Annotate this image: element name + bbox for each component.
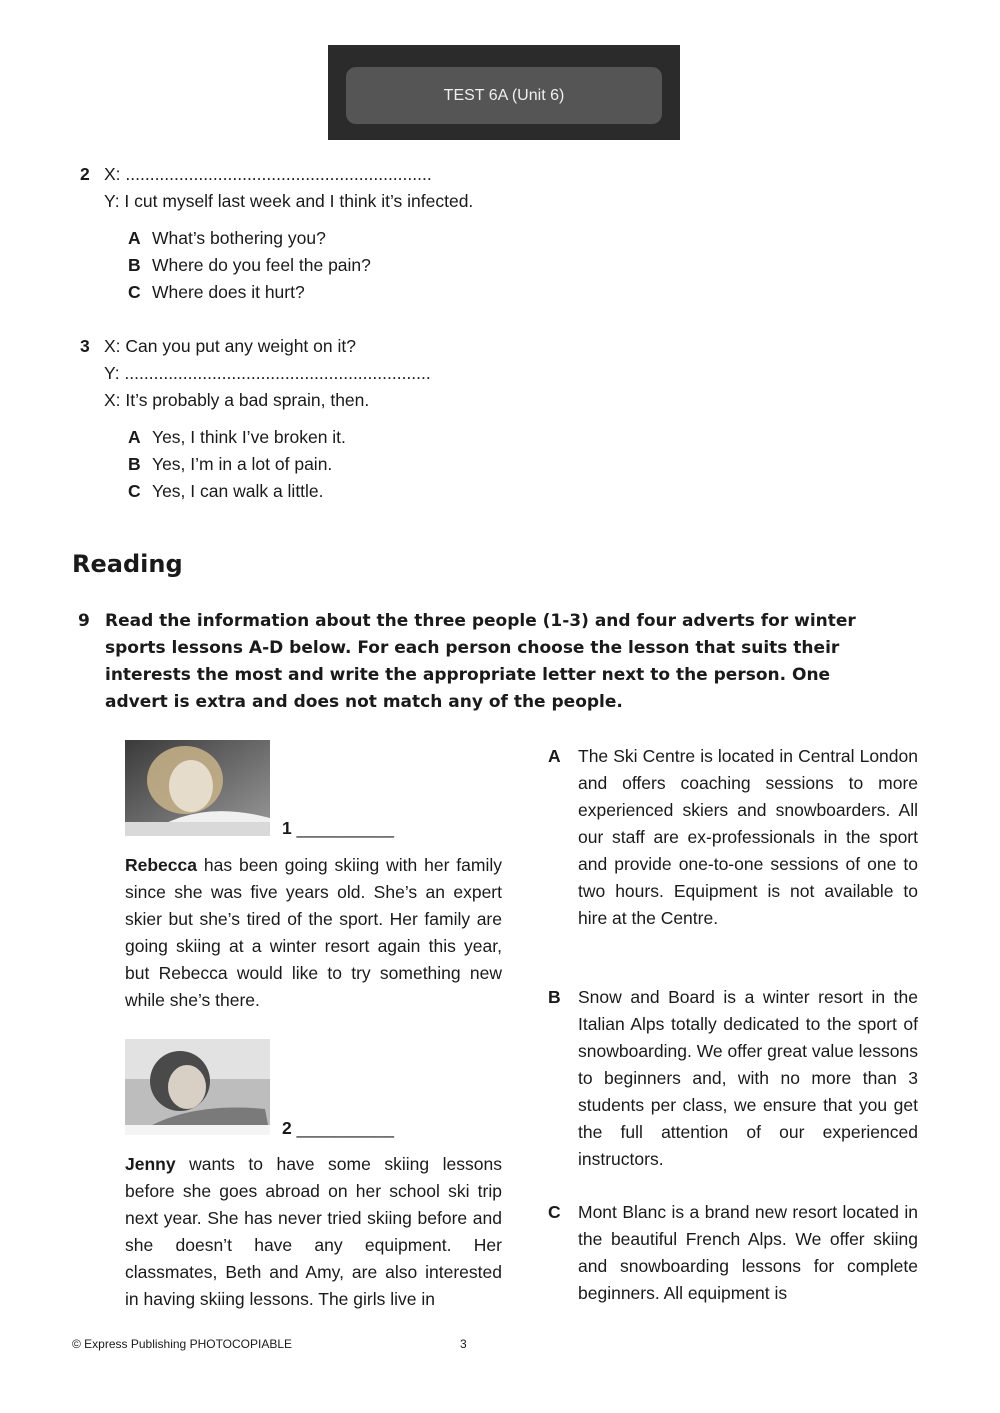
- advert-c: [548, 1199, 918, 1307]
- person-name: Rebecca: [125, 855, 197, 875]
- test-title: TEST 6A (Unit 6): [346, 67, 662, 124]
- answer-line: __________: [296, 1118, 394, 1138]
- advert-a: [548, 743, 918, 932]
- person-text: wants to have some skiing lessons before she goes abroad on her school ski trip next year. She has never tried skiing before and she doesn’t have any equipment. Her classmates, Beth and Amy, are also interested in having skiing lessons. The girls live in: [125, 1154, 502, 1309]
- task-text: Read the information about the three people (1-3) and four adverts for winter sports lessons A-D below. For each person choose the lesson that suits their interests the most and write the appropriate letter next to the person. One advert is extra and does not match any of the people.: [105, 611, 856, 712]
- option-letter: B: [128, 454, 141, 474]
- option-text: Where do you feel the pain?: [152, 255, 371, 275]
- option-b[interactable]: [128, 252, 371, 279]
- option-letter: A: [128, 228, 141, 248]
- option-text: What’s bothering you?: [152, 228, 326, 248]
- option-a[interactable]: [128, 424, 346, 451]
- option-text: Where does it hurt?: [152, 282, 305, 302]
- option-c[interactable]: [128, 279, 305, 306]
- test-header: [328, 45, 680, 140]
- option-text: Yes, I’m in a lot of pain.: [152, 454, 333, 474]
- person-description: [125, 852, 502, 1014]
- advert-text: The Ski Centre is located in Central London and offers coaching sessions to more experienced skiers and snowboarders. All our staff are ex-professionals in the sport and provide one-to-one sessions of one to two hours. Equipment is not available to hire at the Centre.: [578, 746, 918, 928]
- question-number: 3: [80, 336, 90, 356]
- task-instructions: [78, 608, 898, 716]
- advert-letter: A: [548, 746, 561, 766]
- answer-line: __________: [296, 818, 394, 838]
- option-letter: A: [128, 427, 141, 447]
- person-photo-rebecca: [125, 740, 270, 836]
- advert-text: Mont Blanc is a brand new resort located in the beautiful French Alps. We offer skiing and snowboarding lessons for complete beginners. All equipment is: [578, 1202, 918, 1303]
- task-number: 9: [78, 611, 90, 631]
- dialogue-line: Y: ...............................................................: [104, 363, 431, 383]
- person-text: has been going skiing with her family since she was five years old. She’s an expert skier but she’s tired of the sport. Her family are going skiing at a winter resort again this year, but Rebecca would like to try something new while she’s there.: [125, 855, 502, 1010]
- option-text: Yes, I think I’ve broken it.: [152, 427, 346, 447]
- advert-text: Snow and Board is a winter resort in the Italian Alps totally dedicated to the sport of snowboarding. We offer great value lessons to beginners and, with no more than 3 students per class, we ensure that you get the full attention of our experienced instructors.: [578, 987, 918, 1169]
- answer-blank-1[interactable]: [282, 818, 394, 839]
- person-photo-jenny: [125, 1039, 270, 1135]
- advert-letter: B: [548, 987, 561, 1007]
- option-b[interactable]: [128, 451, 332, 478]
- dialogue-line: X: Can you put any weight on it?: [104, 336, 356, 356]
- person-number: 1: [282, 818, 292, 838]
- advert-letter: C: [548, 1202, 561, 1222]
- option-a[interactable]: [128, 225, 326, 252]
- page-number: 3: [460, 1337, 467, 1351]
- section-title: Reading: [72, 550, 183, 578]
- option-letter: C: [128, 282, 141, 302]
- option-letter: B: [128, 255, 141, 275]
- dialogue-line: X: ...............................................................: [104, 164, 432, 184]
- option-c[interactable]: [128, 478, 324, 505]
- advert-b: [548, 984, 918, 1173]
- answer-blank-2[interactable]: [282, 1118, 394, 1139]
- footer-copyright: © Express Publishing PHOTOCOPIABLE: [72, 1337, 293, 1351]
- person-number: 2: [282, 1118, 292, 1138]
- dialogue-line: X: It’s probably a bad sprain, then.: [104, 390, 370, 410]
- dialogue-line: Y: I cut myself last week and I think it’s infected.: [104, 191, 474, 211]
- question-number: 2: [80, 164, 90, 184]
- person-description: [125, 1151, 502, 1313]
- option-letter: C: [128, 481, 141, 501]
- option-text: Yes, I can walk a little.: [152, 481, 324, 501]
- person-name: Jenny: [125, 1154, 176, 1174]
